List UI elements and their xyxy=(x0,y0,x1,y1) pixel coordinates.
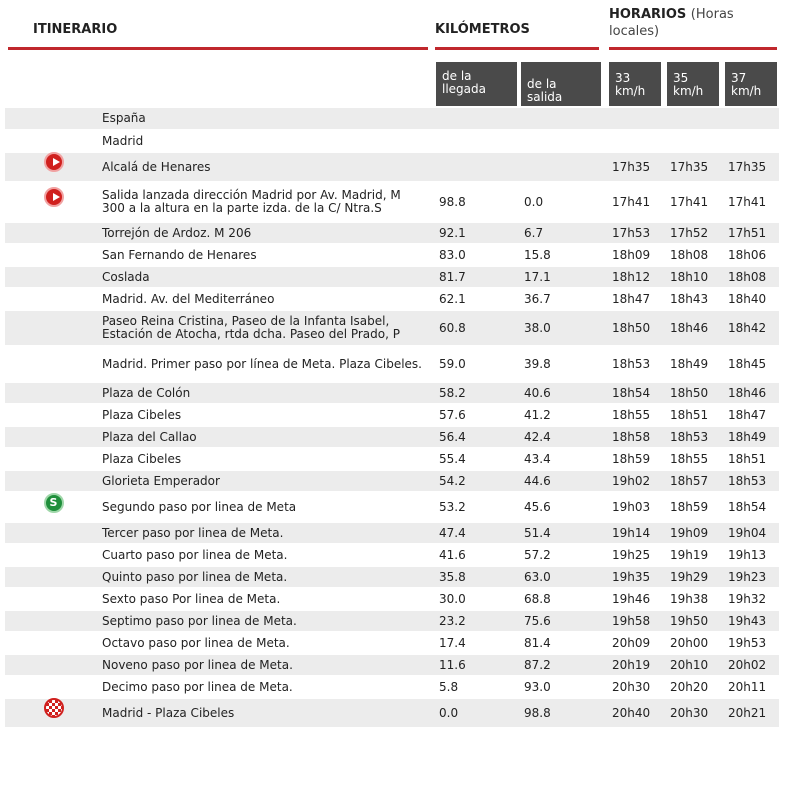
row-icon-cell xyxy=(5,448,102,470)
row-time-35: 18h50 xyxy=(665,382,723,404)
start-icon xyxy=(44,152,64,172)
row-time-37 xyxy=(723,108,779,130)
row-time-37: 17h41 xyxy=(723,182,779,222)
row-time-37: 18h42 xyxy=(723,310,779,346)
table-row xyxy=(5,222,779,244)
row-icon-cell xyxy=(5,266,102,288)
table-row xyxy=(5,130,779,152)
row-time-35: 20h30 xyxy=(665,698,723,728)
row-time-33: 18h54 xyxy=(607,382,665,404)
row-location: Octavo paso por linea de Meta. xyxy=(102,632,434,654)
row-location: Segundo paso por linea de Meta xyxy=(102,492,434,522)
row-location: Plaza Cibeles xyxy=(102,448,434,470)
row-icon-cell xyxy=(5,522,102,544)
row-time-33: 20h30 xyxy=(607,676,665,698)
row-time-35: 18h53 xyxy=(665,426,723,448)
row-km-llegada: 98.8 xyxy=(434,182,519,222)
row-icon-cell xyxy=(5,244,102,266)
row-km-salida: 44.6 xyxy=(519,470,607,492)
row-time-35: 18h55 xyxy=(665,448,723,470)
row-km-salida: 93.0 xyxy=(519,676,607,698)
itinerario-header: ITINERARIO xyxy=(33,22,118,37)
row-km-salida: 68.8 xyxy=(519,588,607,610)
row-location: Tercer paso por linea de Meta. xyxy=(102,522,434,544)
row-km-llegada: 92.1 xyxy=(434,222,519,244)
row-time-35: 19h38 xyxy=(665,588,723,610)
row-location: Sexto paso Por linea de Meta. xyxy=(102,588,434,610)
row-location: Plaza Cibeles xyxy=(102,404,434,426)
row-time-37 xyxy=(723,130,779,152)
row-time-35: 20h10 xyxy=(665,654,723,676)
row-time-33 xyxy=(607,130,665,152)
row-icon-cell xyxy=(5,492,102,522)
row-icon-cell xyxy=(5,130,102,152)
row-time-35: 20h00 xyxy=(665,632,723,654)
row-time-35: 19h19 xyxy=(665,544,723,566)
row-time-33: 18h55 xyxy=(607,404,665,426)
table-row xyxy=(5,182,779,222)
row-icon-cell xyxy=(5,404,102,426)
row-location: Salida lanzada dirección Madrid por Av. Madrid, M 300 a la altura en la parte izda. de la C/ Ntra.S xyxy=(102,182,434,222)
row-location: Plaza del Callao xyxy=(102,426,434,448)
row-km-salida: 0.0 xyxy=(519,182,607,222)
row-icon-cell xyxy=(5,632,102,654)
horarios-subtitle: (Horas locales) xyxy=(609,7,734,39)
row-km-salida: 36.7 xyxy=(519,288,607,310)
row-icon-cell xyxy=(5,566,102,588)
row-time-37: 18h08 xyxy=(723,266,779,288)
row-time-37: 18h06 xyxy=(723,244,779,266)
row-time-33: 17h35 xyxy=(607,152,665,182)
table-row xyxy=(5,588,779,610)
row-time-35: 18h46 xyxy=(665,310,723,346)
row-time-33: 19h14 xyxy=(607,522,665,544)
row-time-33: 20h09 xyxy=(607,632,665,654)
row-km-llegada: 0.0 xyxy=(434,698,519,728)
row-location: Quinto paso por linea de Meta. xyxy=(102,566,434,588)
horarios-title: HORARIOS xyxy=(609,7,687,22)
col-header-33kmh: 33 km/h xyxy=(609,62,661,106)
row-km-llegada xyxy=(434,130,519,152)
row-icon-cell xyxy=(5,108,102,130)
col-header-llegada: de la llegada xyxy=(436,62,517,106)
row-km-salida xyxy=(519,130,607,152)
row-km-salida: 6.7 xyxy=(519,222,607,244)
row-time-35: 18h49 xyxy=(665,346,723,382)
table-row xyxy=(5,426,779,448)
row-time-35: 20h20 xyxy=(665,676,723,698)
row-icon-cell xyxy=(5,470,102,492)
finish-icon xyxy=(44,698,64,718)
row-km-llegada: 23.2 xyxy=(434,610,519,632)
row-km-llegada: 47.4 xyxy=(434,522,519,544)
row-icon-cell xyxy=(5,610,102,632)
table-row xyxy=(5,676,779,698)
row-km-llegada xyxy=(434,108,519,130)
horarios-header xyxy=(609,6,779,40)
row-time-33: 18h53 xyxy=(607,346,665,382)
row-icon-cell xyxy=(5,382,102,404)
row-icon-cell xyxy=(5,676,102,698)
table-row xyxy=(5,698,779,728)
row-time-33: 18h12 xyxy=(607,266,665,288)
row-time-37: 17h51 xyxy=(723,222,779,244)
row-time-33: 19h25 xyxy=(607,544,665,566)
row-km-llegada: 54.2 xyxy=(434,470,519,492)
table-row xyxy=(5,522,779,544)
col-header-salida: de la salida xyxy=(521,62,601,106)
row-time-37: 18h54 xyxy=(723,492,779,522)
itinerary-table xyxy=(5,108,779,729)
row-km-salida: 15.8 xyxy=(519,244,607,266)
row-time-35 xyxy=(665,130,723,152)
row-km-salida xyxy=(519,108,607,130)
itinerary-rows xyxy=(5,108,779,728)
row-km-llegada: 53.2 xyxy=(434,492,519,522)
row-location: España xyxy=(102,108,434,130)
row-km-llegada: 17.4 xyxy=(434,632,519,654)
row-icon-cell xyxy=(5,310,102,346)
row-km-llegada: 83.0 xyxy=(434,244,519,266)
row-time-37: 18h49 xyxy=(723,426,779,448)
row-km-salida: 41.2 xyxy=(519,404,607,426)
table-row xyxy=(5,654,779,676)
table-row xyxy=(5,310,779,346)
row-time-33: 20h40 xyxy=(607,698,665,728)
row-location: Paseo Reina Cristina, Paseo de la Infanta Isabel, Estación de Atocha, rtda dcha. Paseo del Prado, P xyxy=(102,310,434,346)
table-row xyxy=(5,382,779,404)
table-row xyxy=(5,244,779,266)
table-row xyxy=(5,448,779,470)
table-row xyxy=(5,288,779,310)
row-location: Noveno paso por linea de Meta. xyxy=(102,654,434,676)
row-time-33: 17h53 xyxy=(607,222,665,244)
row-km-llegada: 59.0 xyxy=(434,346,519,382)
row-time-37: 18h53 xyxy=(723,470,779,492)
row-location: Cuarto paso por linea de Meta. xyxy=(102,544,434,566)
row-time-33: 19h58 xyxy=(607,610,665,632)
row-km-salida: 51.4 xyxy=(519,522,607,544)
row-time-33: 20h19 xyxy=(607,654,665,676)
table-row xyxy=(5,566,779,588)
row-time-33: 18h47 xyxy=(607,288,665,310)
row-time-35: 17h35 xyxy=(665,152,723,182)
row-time-33: 19h35 xyxy=(607,566,665,588)
row-time-33: 18h58 xyxy=(607,426,665,448)
row-icon-cell xyxy=(5,182,102,222)
row-location: Madrid xyxy=(102,130,434,152)
kilometros-divider xyxy=(435,47,599,50)
row-location: Torrejón de Ardoz. M 206 xyxy=(102,222,434,244)
row-location: Septimo paso por linea de Meta. xyxy=(102,610,434,632)
row-time-37: 19h13 xyxy=(723,544,779,566)
row-location: Alcalá de Henares xyxy=(102,152,434,182)
row-time-37: 19h04 xyxy=(723,522,779,544)
row-km-salida: 45.6 xyxy=(519,492,607,522)
row-time-37: 20h21 xyxy=(723,698,779,728)
row-time-35: 18h43 xyxy=(665,288,723,310)
row-time-35: 18h59 xyxy=(665,492,723,522)
table-row xyxy=(5,346,779,382)
row-icon-cell xyxy=(5,288,102,310)
itinerario-divider xyxy=(8,47,428,50)
row-time-33: 18h59 xyxy=(607,448,665,470)
row-location: San Fernando de Henares xyxy=(102,244,434,266)
table-row xyxy=(5,152,779,182)
row-time-35: 18h10 xyxy=(665,266,723,288)
row-km-salida xyxy=(519,152,607,182)
row-time-37: 18h45 xyxy=(723,346,779,382)
table-row xyxy=(5,632,779,654)
row-time-33: 18h50 xyxy=(607,310,665,346)
row-km-salida: 87.2 xyxy=(519,654,607,676)
table-row xyxy=(5,544,779,566)
row-time-37: 18h51 xyxy=(723,448,779,470)
row-km-salida: 17.1 xyxy=(519,266,607,288)
row-location: Plaza de Colón xyxy=(102,382,434,404)
row-time-35: 17h41 xyxy=(665,182,723,222)
table-row xyxy=(5,610,779,632)
row-km-salida: 38.0 xyxy=(519,310,607,346)
row-km-llegada: 5.8 xyxy=(434,676,519,698)
kilometros-header: KILÓMETROS xyxy=(435,22,530,37)
row-time-33 xyxy=(607,108,665,130)
row-location: Glorieta Emperador xyxy=(102,470,434,492)
row-icon-cell xyxy=(5,698,102,728)
row-icon-cell xyxy=(5,152,102,182)
row-location: Madrid. Primer paso por línea de Meta. Plaza Cibeles. xyxy=(102,346,434,382)
row-km-salida: 43.4 xyxy=(519,448,607,470)
row-location: Decimo paso por linea de Meta. xyxy=(102,676,434,698)
table-row xyxy=(5,492,779,522)
row-km-llegada xyxy=(434,152,519,182)
row-km-salida: 39.8 xyxy=(519,346,607,382)
row-icon-cell xyxy=(5,222,102,244)
row-time-37: 19h32 xyxy=(723,588,779,610)
row-km-salida: 81.4 xyxy=(519,632,607,654)
row-km-salida: 63.0 xyxy=(519,566,607,588)
col-header-37kmh: 37 km/h xyxy=(725,62,777,106)
table-row xyxy=(5,404,779,426)
row-time-33: 18h09 xyxy=(607,244,665,266)
row-icon-cell xyxy=(5,588,102,610)
col-header-35kmh: 35 km/h xyxy=(667,62,719,106)
sprint-icon: S xyxy=(44,493,64,513)
row-time-37: 18h40 xyxy=(723,288,779,310)
row-km-llegada: 57.6 xyxy=(434,404,519,426)
row-time-37: 19h23 xyxy=(723,566,779,588)
row-km-llegada: 56.4 xyxy=(434,426,519,448)
row-km-llegada: 41.6 xyxy=(434,544,519,566)
row-time-33: 19h02 xyxy=(607,470,665,492)
row-km-llegada: 35.8 xyxy=(434,566,519,588)
row-time-37: 17h35 xyxy=(723,152,779,182)
row-location: Coslada xyxy=(102,266,434,288)
row-icon-cell xyxy=(5,654,102,676)
start-icon xyxy=(44,187,64,207)
row-km-salida: 57.2 xyxy=(519,544,607,566)
table-row xyxy=(5,108,779,130)
row-time-35: 18h51 xyxy=(665,404,723,426)
row-time-37: 19h53 xyxy=(723,632,779,654)
row-km-llegada: 62.1 xyxy=(434,288,519,310)
row-km-salida: 75.6 xyxy=(519,610,607,632)
row-time-37: 20h11 xyxy=(723,676,779,698)
row-time-35: 19h09 xyxy=(665,522,723,544)
row-km-llegada: 81.7 xyxy=(434,266,519,288)
horarios-divider xyxy=(609,47,777,50)
row-km-llegada: 58.2 xyxy=(434,382,519,404)
row-km-llegada: 11.6 xyxy=(434,654,519,676)
row-time-33: 19h03 xyxy=(607,492,665,522)
table-row xyxy=(5,266,779,288)
row-km-llegada: 60.8 xyxy=(434,310,519,346)
row-time-37: 18h46 xyxy=(723,382,779,404)
row-icon-cell xyxy=(5,346,102,382)
row-time-35: 17h52 xyxy=(665,222,723,244)
row-km-llegada: 30.0 xyxy=(434,588,519,610)
row-time-35: 18h08 xyxy=(665,244,723,266)
row-time-33: 17h41 xyxy=(607,182,665,222)
row-km-llegada: 55.4 xyxy=(434,448,519,470)
row-km-salida: 42.4 xyxy=(519,426,607,448)
row-time-33: 19h46 xyxy=(607,588,665,610)
row-location: Madrid - Plaza Cibeles xyxy=(102,698,434,728)
row-location: Madrid. Av. del Mediterráneo xyxy=(102,288,434,310)
row-time-37: 19h43 xyxy=(723,610,779,632)
row-time-37: 18h47 xyxy=(723,404,779,426)
row-icon-cell xyxy=(5,426,102,448)
row-time-35 xyxy=(665,108,723,130)
row-time-35: 19h29 xyxy=(665,566,723,588)
row-time-35: 19h50 xyxy=(665,610,723,632)
row-time-35: 18h57 xyxy=(665,470,723,492)
row-time-37: 20h02 xyxy=(723,654,779,676)
table-row xyxy=(5,470,779,492)
row-km-salida: 40.6 xyxy=(519,382,607,404)
row-icon-cell xyxy=(5,544,102,566)
row-km-salida: 98.8 xyxy=(519,698,607,728)
